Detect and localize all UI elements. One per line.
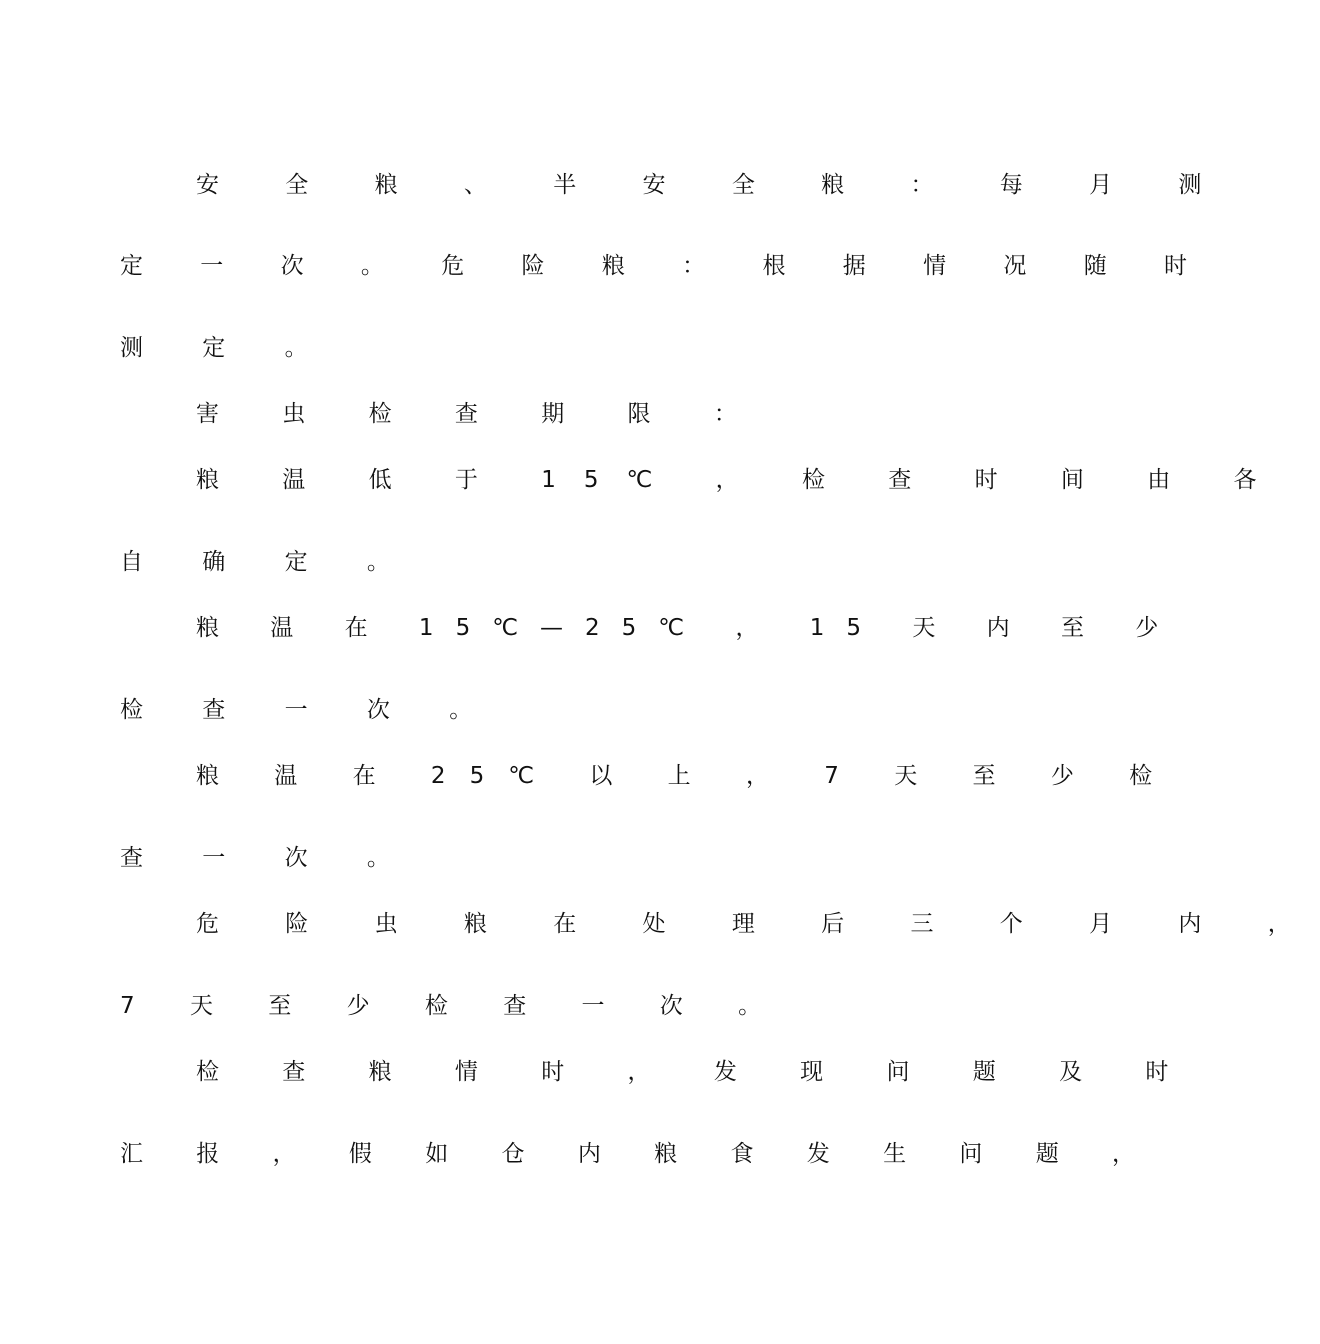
paragraph-line: 定 一 次 。 危 险 粮 ： 根 据 情 况 随 时 xyxy=(120,253,1213,279)
section-heading: 害 虫 检 查 期 限 ： xyxy=(196,401,765,427)
paragraph-line: 危 险 虫 粮 在 处 理 后 三 个 月 内 ， xyxy=(196,911,1320,937)
paragraph-line: 粮 温 低 于 15℃ ， 检 查 时 间 由 各 xyxy=(196,467,1285,493)
paragraph-line: 汇 报 ， 假 如 仓 内 粮 食 发 生 问 题 ， xyxy=(120,1141,1159,1167)
paragraph-line: 粮 温 在 25℃ 以 上 ， 7 天 至 少 检 xyxy=(196,763,1177,789)
paragraph-line: 检 查 一 次 。 xyxy=(120,697,499,723)
paragraph-line: 自 确 定 。 xyxy=(120,549,416,575)
paragraph-line: 测 定 。 xyxy=(120,335,334,361)
paragraph-line: 7 天 至 少 检 查 一 次 。 xyxy=(120,993,786,1019)
paragraph-line: 安 全 粮 、 半 安 全 粮 ： 每 月 测 xyxy=(196,172,1231,198)
paragraph-line: 粮 温 在 15℃—25℃ ， 15 天 内 至 少 xyxy=(196,615,1181,641)
paragraph-line: 检 查 粮 情 时 ， 发 现 问 题 及 时 xyxy=(196,1059,1197,1085)
paragraph-line: 查 一 次 。 xyxy=(120,845,416,871)
